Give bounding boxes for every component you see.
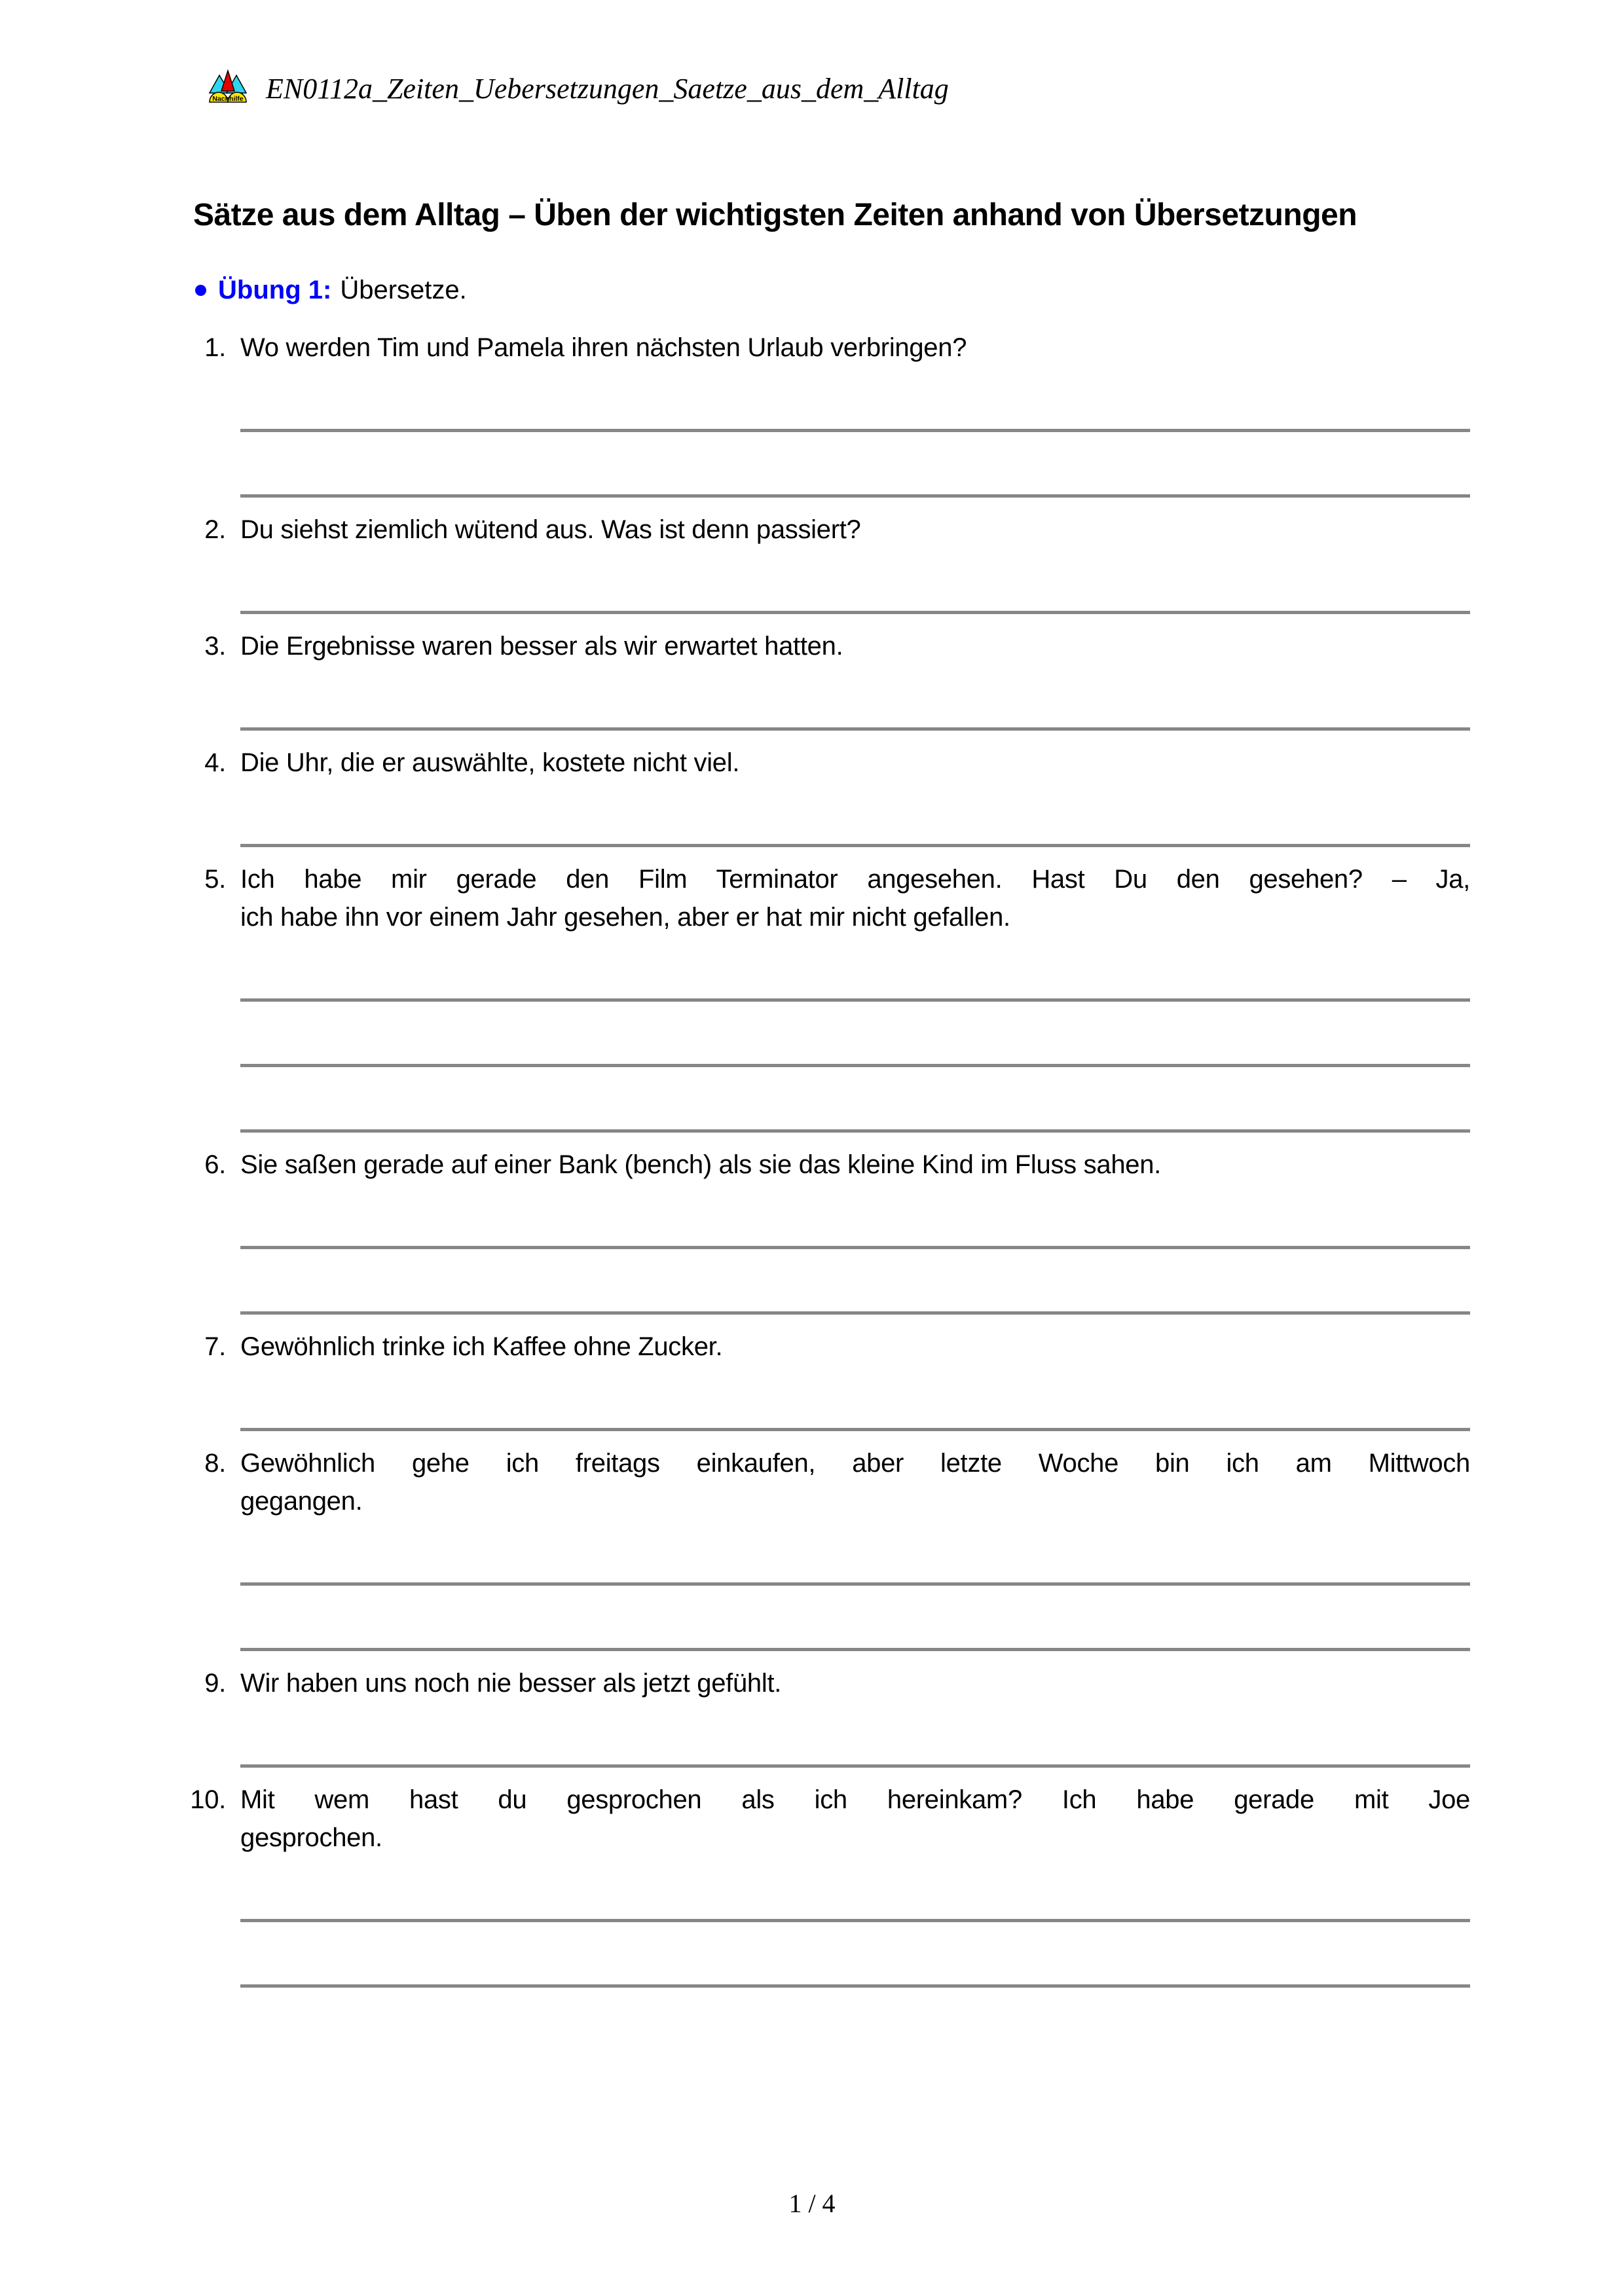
item-sentence — [240, 744, 1470, 782]
item-body — [240, 744, 1470, 847]
item-number: 2. — [204, 515, 226, 544]
sentence-line: gegangen. — [240, 1487, 363, 1516]
sentence-line: Wo werden Tim und Pamela ihren nächsten Urlaub verbringen? — [240, 333, 967, 362]
exercise-item — [185, 1664, 1470, 1768]
sentence-line: Ich habe mir gerade den Film Terminator angesehen. Hast Du den gesehen? – Ja, — [240, 865, 1470, 894]
page-header — [208, 0, 1624, 105]
answer-blank-line — [240, 1520, 1470, 1586]
item-sentence — [240, 1444, 1470, 1520]
answer-blank-line — [240, 1184, 1470, 1249]
item-number: 6. — [204, 1150, 226, 1179]
item-number: 4. — [204, 748, 226, 777]
item-number: 9. — [204, 1669, 226, 1698]
sentence-line: gesprochen. — [240, 1823, 382, 1852]
answer-blank-line — [240, 1702, 1470, 1768]
item-number: 3. — [204, 632, 226, 661]
answer-blank-line — [240, 1586, 1470, 1651]
exercise-item — [185, 1444, 1470, 1651]
document-filename: EN0112a_Zeiten_Uebersetzungen_Saetze_aus_dem_Alltag — [266, 72, 949, 105]
exercise-item — [185, 329, 1470, 498]
answer-blank-line — [240, 1922, 1470, 1988]
item-sentence — [240, 1664, 1470, 1702]
item-body — [240, 860, 1470, 1133]
sentence-line: Wir haben uns noch nie besser als jetzt gefühlt. — [240, 1669, 782, 1698]
item-sentence — [240, 627, 1470, 665]
answer-blank-line — [240, 1366, 1470, 1431]
item-body — [240, 1664, 1470, 1768]
exercise-item — [185, 511, 1470, 614]
item-body — [240, 1444, 1470, 1651]
sentence-line: Du siehst ziemlich wütend aus. Was ist denn passiert? — [240, 515, 861, 544]
item-body — [240, 511, 1470, 614]
answer-blank-line — [240, 782, 1470, 847]
exercise-item — [185, 860, 1470, 1133]
item-body — [240, 329, 1470, 498]
item-number: 5. — [204, 865, 226, 894]
item-body — [240, 1328, 1470, 1431]
sentence-line: Die Ergebnisse waren besser als wir erwartet hatten. — [240, 632, 843, 661]
exercise-label: Übung 1: — [218, 276, 332, 304]
answer-blank-line — [240, 665, 1470, 731]
item-sentence — [240, 511, 1470, 549]
bullet-icon — [195, 285, 206, 296]
item-body — [240, 1146, 1470, 1315]
exercise-heading — [195, 271, 1470, 309]
item-sentence — [240, 1781, 1470, 1857]
exercise-items-list — [185, 329, 1470, 1988]
exercise-item — [185, 1328, 1470, 1431]
nachhilfe-logo-icon — [208, 69, 248, 105]
item-sentence — [240, 329, 1470, 367]
item-sentence — [240, 860, 1470, 936]
answer-blank-line — [240, 367, 1470, 432]
sentence-line: Mit wem hast du gesprochen als ich hereinkam? Ich habe gerade mit Joe — [240, 1785, 1470, 1814]
sentence-line: ich habe ihn vor einem Jahr gesehen, aber er hat mir nicht gefallen. — [240, 903, 1010, 932]
item-body — [240, 1781, 1470, 1988]
answer-blank-line — [240, 549, 1470, 614]
answer-blank-line — [240, 936, 1470, 1002]
item-sentence — [240, 1328, 1470, 1366]
item-body — [240, 627, 1470, 731]
sentence-line: Gewöhnlich trinke ich Kaffee ohne Zucker. — [240, 1332, 723, 1361]
exercise-item — [185, 744, 1470, 847]
sentence-line: Die Uhr, die er auswählte, kostete nicht viel. — [240, 748, 740, 777]
answer-blank-line — [240, 1249, 1470, 1315]
item-number: 7. — [204, 1332, 226, 1361]
exercise-item — [185, 627, 1470, 731]
sentence-line: Sie saßen gerade auf einer Bank (bench) als sie das kleine Kind im Fluss sahen. — [240, 1150, 1161, 1179]
exercise-item — [185, 1781, 1470, 1988]
answer-blank-line — [240, 432, 1470, 498]
answer-blank-line — [240, 1002, 1470, 1067]
page-number: 1 / 4 — [788, 2189, 836, 2218]
answer-blank-line — [240, 1067, 1470, 1133]
exercise-item — [185, 1146, 1470, 1315]
exercise-instruction: Übersetze. — [340, 276, 467, 304]
item-number: 10. — [190, 1785, 226, 1814]
item-sentence — [240, 1146, 1470, 1184]
item-number: 1. — [204, 333, 226, 362]
page-title: Sätze aus dem Alltag – Üben der wichtigsten Zeiten anhand von Übersetzungen — [193, 198, 1357, 232]
sentence-line: Gewöhnlich gehe ich freitags einkaufen, aber letzte Woche bin ich am Mittwoch — [240, 1449, 1470, 1478]
answer-blank-line — [240, 1857, 1470, 1922]
item-number: 8. — [204, 1449, 226, 1478]
logo-label: Nachhilfe — [212, 95, 244, 103]
